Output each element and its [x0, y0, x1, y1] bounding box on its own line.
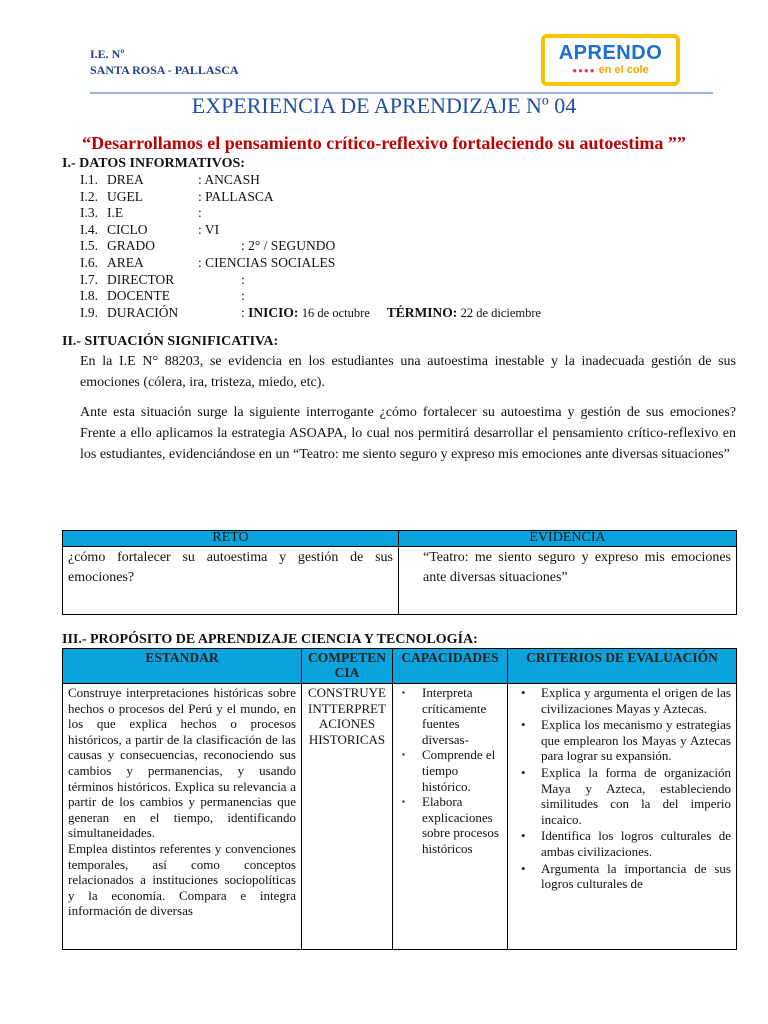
- list-item: • Explica los mecanismo y estrategias que emplearon los Mayas y Aztecas para lograr su expansión.: [541, 717, 731, 764]
- row-value: :: [198, 205, 202, 221]
- row-number: I.4.: [80, 221, 98, 237]
- section-datos-heading: I.- DATOS INFORMATIVOS:: [62, 156, 245, 171]
- row-value: :: [241, 271, 245, 287]
- duration-colon: :: [241, 304, 245, 320]
- proposito-table: [62, 648, 737, 950]
- logo-bottom-line: [545, 64, 676, 77]
- row-value: : PALLASCA: [198, 188, 274, 204]
- row-number: I.1.: [80, 172, 98, 187]
- estandar-header: ESTANDAR: [63, 649, 302, 684]
- row-value: :: [241, 288, 245, 304]
- end-label: TÉRMINO:: [386, 304, 458, 320]
- list-item: • Argumenta la importancia de sus logros culturales de: [541, 861, 731, 892]
- list-item: ▪ Interpreta críticamente fuentes diversas-: [422, 685, 502, 747]
- situacion-paragraph-1: En la I.E N° 88203, se evidencia en los estudiantes una autoestima inestable y la inadecuada gestión de sus emociones (cólera, ira, tristeza, miedo, etc).: [80, 354, 736, 390]
- capacidades-list: [398, 685, 502, 857]
- page-title: EXPERIENCIA DE APRENDIZAJE Nº 04: [191, 93, 577, 118]
- row-value: : CIENCIAS SOCIALES: [198, 254, 336, 270]
- reto-cell: ¿cómo fortalecer su autoestima y gestión de sus emociones?: [63, 547, 399, 615]
- capacidades-header: CAPACIDADES: [393, 649, 508, 684]
- row-value: [241, 305, 541, 322]
- row-label: DOCENTE: [107, 288, 170, 304]
- situacion-paragraph-2: Ante esta situación surge la siguiente interrogante ¿cómo fortalecer su autoestima y gestión de sus emociones? Frente a ello aplicamos la estrategia ASOAPA, lo cual nos permitirá desarrollar el pensamiento crítico-reflexivo en los estudiantes, evidenciándose en un “Teatro: me siento seguro y expreso mis emociones ante diversas situaciones”: [80, 405, 736, 462]
- row-label: DIRECTOR: [107, 271, 175, 287]
- start-label: INICIO:: [248, 304, 299, 320]
- school-number: I.E. Nº: [90, 47, 125, 61]
- row-label: AREA: [107, 254, 144, 270]
- row-value: : VI: [198, 221, 220, 237]
- estandar-paragraph-2: Emplea distintos referentes y convenciones temporales, así como conceptos relacionados a instituciones sociopolíticas y la economía. Compara e integra información de diversas: [68, 840, 296, 919]
- list-item: ▪ Elabora explicaciones sobre procesos históricos: [422, 794, 502, 856]
- school-info: [90, 46, 239, 78]
- estandar-cell: [63, 684, 302, 950]
- competencia-header: COMPETEN CIA: [302, 649, 393, 684]
- start-date: 16 de octubre: [301, 305, 370, 320]
- school-name: SANTA ROSA - PALLASCA: [90, 63, 239, 77]
- reto-evidencia-table: [62, 530, 737, 615]
- estandar-paragraph-1: Construye interpretaciones históricas sobre hechos o procesos del Perú y el mundo, en los que explica hechos o procesos históricos, a partir de la clasificación de las causas y consecuencias, reconociendo sus cambios y permanencias, y usando términos históricos. Explica su relevancia a partir de los cambios y permanencias que generan en el tiempo, identificando simultaneidades.: [68, 685, 296, 841]
- row-number: I.3.: [80, 205, 98, 221]
- criterios-header: CRITERIOS DE EVALUACIÓN: [508, 649, 737, 684]
- list-item: • Explica y argumenta el origen de las civilizaciones Mayas y Aztecas.: [541, 685, 731, 716]
- row-label: DURACIÓN: [107, 304, 179, 320]
- row-number: I.7.: [80, 271, 98, 287]
- row-number: I.2.: [80, 188, 98, 204]
- criterios-cell: [508, 684, 737, 950]
- row-number: I.5.: [80, 238, 98, 254]
- logo-top-text: APRENDO: [558, 42, 663, 64]
- end-date: 22 de diciembre: [460, 305, 542, 320]
- row-value: : 2° / SEGUNDO: [241, 238, 336, 254]
- row-label: DREA: [107, 172, 144, 187]
- evidencia-header: EVIDENCIA: [399, 531, 737, 547]
- competencia-cell: CONSTRUYE INTTERPRET ACIONES HISTORICAS: [302, 684, 393, 950]
- aprendo-logo: [541, 34, 680, 86]
- row-number: I.9.: [80, 304, 98, 320]
- section-situacion-heading: II.- SITUACIÓN SIGNIFICATIVA:: [62, 334, 279, 349]
- row-label: CICLO: [107, 221, 148, 237]
- reto-header: RETO: [63, 531, 399, 547]
- row-label: I.E: [107, 205, 124, 221]
- row-label: UGEL: [107, 188, 143, 204]
- row-number: I.8.: [80, 288, 98, 304]
- list-item: • Identifica los logros culturales de ambas civilizaciones.: [541, 828, 731, 859]
- page-subtitle: “Desarrollamos el pensamiento crítico-reflexivo fortaleciendo su autoestima ””: [82, 133, 686, 153]
- list-item: ▪ Comprende el tiempo histórico.: [422, 747, 502, 794]
- logo-dots-icon: ●●●●: [572, 66, 596, 75]
- logo-bottom-text: en el cole: [598, 64, 649, 76]
- row-value: : ANCASH: [198, 172, 260, 187]
- criterios-list: [513, 685, 731, 892]
- section-proposito-heading: III.- PROPÓSITO DE APRENDIZAJE CIENCIA Y TECNOLOGÍA:: [62, 632, 478, 647]
- row-label: GRADO: [107, 238, 156, 254]
- row-number: I.6.: [80, 254, 98, 270]
- evidencia-cell: “Teatro: me siento seguro y expreso mis emociones ante diversas situaciones”: [399, 547, 737, 615]
- list-item: • Explica la forma de organización Maya y Azteca, estableciendo similitudes con la del imperio incaico.: [541, 765, 731, 827]
- capacidades-cell: [393, 684, 508, 950]
